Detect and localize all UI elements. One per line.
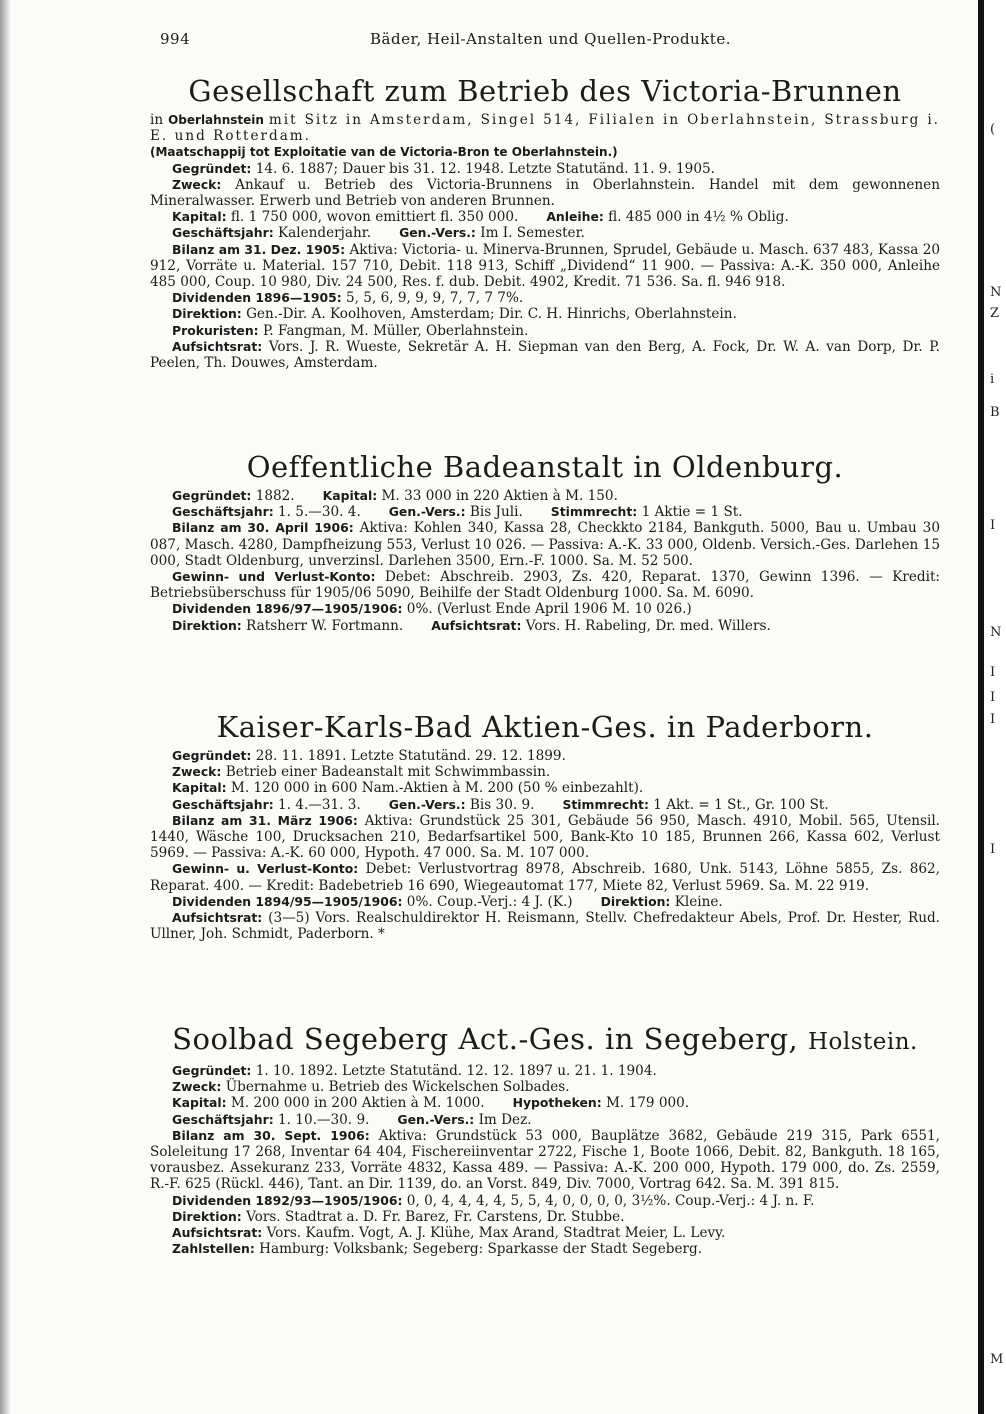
field-value: 1. 5.—30. 4.	[278, 504, 361, 521]
field-value: Hamburg: Volksbank; Segeberg: Sparkasse der Stadt Segeberg.	[259, 1241, 703, 1258]
field-label: Gen.-Vers.:	[399, 225, 476, 241]
strip-char: I	[990, 690, 996, 705]
field-label: Gen.-Vers.:	[388, 504, 466, 520]
field-value: 5, 5, 6, 9, 9, 9, 7, 7, 7 7%.	[346, 290, 524, 307]
field-label: Zahlstellen:	[172, 1241, 255, 1257]
field-value: (3—5) Vors. Realschuldirektor H. Reismann, Stellv. Chefredakteur Abels, Prof. Dr. Hester, Rud. Ullner, Joh. Schmidt, Paderborn. *	[150, 910, 940, 943]
field-label: Gegründet:	[172, 160, 252, 176]
field-label: Bilanz am 30. Sept. 1906:	[172, 1127, 370, 1143]
field	[150, 1241, 940, 1257]
strip-char: I	[990, 712, 996, 727]
field	[150, 1063, 940, 1079]
field-value: Aktiva: Victoria- u. Minerva-Brunnen, Sprudel, Gebäude u. Masch. 637 483, Kassa 20 912, Vorräte u. Material. 157 710, Debit. 118 913, Schiff „Dividend“ 11 900. — Passiva: A.-K. 350 000, Anleihe 485 000, Coup. 10 980, Div. 24 500, Res. f. dub. Debit. 4902, Kredit. 71 536. Sa. fl. 946 918.	[150, 241, 940, 291]
field	[150, 242, 940, 291]
strip-char: (	[990, 122, 996, 137]
entry-title-main: Soolbad Segeberg Act.-Ges. in Segeberg,	[172, 1022, 799, 1056]
strip-char: N	[990, 625, 1002, 640]
field-value: 1. 10.—30. 9.	[278, 1111, 370, 1128]
field-label: Dividenden 1894/95—1905/1906:	[172, 893, 403, 909]
field-value: Aktiva: Grundstück 25 301, Gebäude 56 950, Masch. 4910, Mobil. 565, Utensil. 1440, Wäsche 100, Drucksachen 210, Bedarfsartikel 500, Bank-Kto 10 185, Brunnen 266, Kassa 602, Verlust 5969. — Passiva: A.-K. 60 000, Hypoth. 47 000. Sa. M. 107 000.	[150, 812, 941, 862]
entry-badeanstalt-oldenburg	[150, 450, 940, 634]
field-label: Anleihe:	[546, 209, 604, 225]
field-label: Geschäftsjahr:	[172, 1111, 274, 1127]
field	[150, 1112, 940, 1128]
field-value: Bis Juli.	[469, 504, 523, 521]
field-value: 1882.	[255, 488, 295, 504]
field-label: Direktion:	[600, 893, 671, 909]
field-value: Debet: Abschreib. 2903, Zs. 420, Reparat. 1370, Gewinn 1396. — Kredit: Betriebsüberschuss für 1905/06 5090, Beihilfe der Stadt Oldenburg 1000. Sa. M. 6090.	[150, 569, 940, 602]
field-label: Dividenden 1896—1905:	[172, 290, 342, 306]
entry-seat-line	[150, 112, 940, 144]
entry-title	[150, 1022, 940, 1059]
field-label: Gewinn- u. Verlust-Konto:	[172, 861, 359, 877]
seat-place: Oberlahnstein	[168, 113, 264, 127]
field-value: 1 Aktie = 1 St.	[641, 504, 743, 521]
field	[150, 797, 940, 813]
entry-victoria-brunnen	[150, 74, 940, 371]
field	[150, 488, 940, 504]
field-label: Prokuristen:	[172, 322, 259, 338]
field-label: Geschäftsjahr:	[172, 796, 274, 812]
field-value: Vors. H. Rabeling, Dr. med. Willers.	[525, 617, 771, 634]
field-label: Kapital:	[172, 209, 227, 225]
field-value: fl. 1 750 000, wovon emittiert fl. 350 000.	[230, 209, 519, 226]
entry-title-region: Holstein.	[807, 1029, 918, 1055]
field-value: Vors. J. R. Wueste, Sekretär A. H. Siepman van den Berg, A. Fock, Dr. W. A. van Dorp, Dr. P. Peelen, Th. Douwes, Amsterdam.	[150, 338, 940, 372]
field	[150, 861, 940, 893]
strip-char: I	[990, 842, 996, 857]
field-label: Hypotheken:	[512, 1095, 602, 1111]
dutch-name	[150, 144, 940, 160]
entry-soolbad-segeberg	[150, 1022, 940, 1257]
field-value: Ankauf u. Betrieb des Victoria-Brunnens in Oberlahnstein. Handel mit dem gewonnenen Mineralwasser. Erwerb und Betrieb von anderen Brunnen.	[150, 176, 940, 210]
field	[150, 225, 940, 241]
field-label: Gegründet:	[172, 748, 252, 763]
field	[150, 177, 940, 209]
field-value: 1. 10. 1892. Letzte Statutänd. 12. 12. 1897 u. 21. 1. 1904.	[255, 1063, 657, 1079]
strip-char: N	[990, 285, 1002, 300]
field-label: Direktion:	[172, 306, 242, 322]
field	[150, 1095, 940, 1111]
field-label: Gen.-Vers.:	[397, 1111, 475, 1127]
field-label: Aufsichtsrat:	[172, 338, 263, 354]
field-value: M. 120 000 in 600 Nam.-Aktien à M. 200 (50 % einbezahlt).	[230, 780, 644, 797]
field-value: Gen.-Dir. A. Koolhoven, Amsterdam; Dir. C. H. Hinrichs, Oberlahnstein.	[246, 306, 737, 323]
field	[150, 618, 940, 634]
field	[150, 520, 940, 569]
field	[150, 209, 940, 225]
strip-char: I	[990, 518, 996, 533]
field-value: P. Fangman, M. Müller, Oberlahnstein.	[262, 322, 529, 339]
page-binding-shadow	[0, 0, 10, 1414]
field	[150, 569, 940, 601]
strip-char: M	[990, 1352, 1004, 1367]
field	[150, 161, 940, 177]
seat-details: mit Sitz in Amsterdam, Singel 514, Filialen in Oberlahnstein, Strassburg i. E. und Rotterdam.	[150, 112, 940, 145]
field-value: 14. 6. 1887; Dauer bis 31. 12. 1948. Letzte Statutänd. 11. 9. 1905.	[255, 160, 715, 177]
field-value: fl. 485 000 in 4½ % Oblig.	[608, 209, 789, 226]
field	[150, 1079, 940, 1095]
field-label: Kapital:	[172, 780, 227, 796]
field-value: Im I. Semester.	[480, 225, 585, 242]
field	[150, 306, 940, 322]
field-value: Übernahme u. Betrieb des Wickelschen Solbades.	[225, 1079, 570, 1096]
entry-title: Oeffentliche Badeanstalt in Oldenburg.	[246, 450, 844, 484]
field-label: Kapital:	[172, 1095, 227, 1111]
field-label: Dividenden 1896/97—1905/1906:	[172, 601, 403, 617]
field-label: Zweck:	[172, 764, 222, 780]
field	[150, 780, 940, 796]
field-label: Zweck:	[172, 176, 222, 192]
field-value: Aktiva: Kohlen 340, Kassa 28, Checkkto 2184, Bankguth. 5000, Bau u. Umbau 30 087, Masch. 4280, Dampfheizung 553, Verlust 10 026. — Passiva: A.-K. 33 000, Oldenb. Versich.-Ges. Darlehen 15 000, Stadt Oldenburg, unverzinsl. Darlehen 3500, Ern.-F. 1000. Sa. M. 52 500.	[150, 520, 940, 569]
field	[150, 894, 940, 910]
field-label: Geschäftsjahr:	[172, 225, 274, 241]
entry-title: Gesellschaft zum Betrieb des Victoria-Brunnen	[188, 74, 902, 108]
field-label: Bilanz am 30. April 1906:	[172, 520, 354, 536]
field-label: Geschäftsjahr:	[172, 504, 274, 520]
field-label: Gegründet:	[172, 1063, 252, 1078]
field-value: Kleine.	[674, 893, 723, 910]
field	[150, 910, 940, 942]
field-label: Aufsichtsrat:	[431, 617, 522, 633]
field	[150, 748, 940, 764]
field	[150, 1209, 940, 1225]
field-value: 0%. Coup.-Verj.: 4 J. (K.)	[406, 893, 573, 910]
field-value: Aktiva: Grundstück 53 000, Bauplätze 3682, Gebäude 219 315, Park 6551, Soleleitung 17 268, Inventar 64 404, Fischereiinventar 2722, Fische 1, Boote 1066, Debit. 82, Bankguth. 18 165, vorausbez. Assekuranz 233, Vorräte 4832, Kassa 489. — Passiva: A.-K. 200 000, Hypoth. 179 000, do. Zs. 2559, R.-F. 625 (Rückl. 446), Tant. an Dir. 1139, do. an Vorst. 849, Div. 7000, Vortrag 642. Sa. M. 391 815.	[150, 1127, 940, 1193]
field	[150, 290, 940, 306]
field-value: Vors. Kaufm. Vogt, A. J. Klühe, Max Arand, Stadtrat Meier, L. Levy.	[266, 1225, 726, 1242]
field-value: Vors. Stadtrat a. D. Fr. Barez, Fr. Carstens, Dr. Stubbe.	[246, 1208, 625, 1225]
field-value: M. 200 000 in 200 Aktien à M. 1000.	[230, 1095, 485, 1112]
field-label: Zweck:	[172, 1079, 222, 1095]
field-value: Bis 30. 9.	[469, 796, 535, 813]
field-label: Gewinn- und Verlust-Konto:	[172, 569, 376, 585]
strip-char: i	[990, 372, 995, 387]
field-label: Gegründet:	[172, 488, 252, 503]
field-label: Direktion:	[172, 617, 242, 633]
field-value: Im Dez.	[478, 1111, 532, 1128]
field-value: 28. 11. 1891. Letzte Statutänd. 29. 12. 1899.	[255, 748, 566, 764]
field	[150, 813, 940, 862]
field	[150, 1193, 940, 1209]
field-label: Bilanz am 31. Dez. 1905:	[172, 241, 346, 257]
strip-char: B	[990, 405, 1000, 420]
field-value: Kalenderjahr.	[278, 225, 372, 242]
field-value: M. 179 000.	[606, 1095, 690, 1112]
strip-char: I	[990, 665, 996, 680]
field-label: Stimmrecht:	[550, 504, 638, 520]
field-label: Kapital:	[322, 488, 378, 503]
field-value: 1 Akt. = 1 St., Gr. 100 St.	[653, 796, 829, 813]
field	[150, 323, 940, 339]
strip-char: Z	[990, 306, 1000, 321]
entry-kaiser-karls-bad	[150, 710, 940, 942]
field	[150, 1225, 940, 1241]
running-head-title: Bäder, Heil-Anstalten und Quellen-Produkte.	[370, 30, 731, 48]
entry-title: Kaiser-Karls-Bad Aktien-Ges. in Paderborn.	[216, 710, 874, 744]
field	[150, 504, 940, 520]
field-label: Aufsichtsrat:	[172, 910, 263, 926]
field-value: Ratsherr W. Fortmann.	[246, 617, 404, 634]
field-label: Gen.-Vers.:	[388, 796, 466, 812]
field-value: Debet: Verlustvortrag 8978, Abschreib. 1680, Unk. 5143, Löhne 5855, Zs. 862, Reparat. 400. — Kredit: Badebetrieb 16 690, Wiegeautomat 177, Miete 82, Verlust 5969. Sa. M. 22 919.	[150, 861, 940, 894]
field	[150, 339, 940, 371]
field	[150, 601, 940, 617]
field-label: Bilanz am 31. März 1906:	[172, 812, 358, 828]
field-label: Direktion:	[172, 1208, 242, 1224]
field-value: 1. 4.—31. 3.	[278, 796, 361, 813]
field-value: 0, 0, 4, 4, 4, 4, 5, 5, 4, 0, 0, 0, 0, 3½%. Coup.-Verj.: 4 J. n. F.	[406, 1192, 815, 1209]
field-label: Stimmrecht:	[562, 796, 649, 812]
page-number: 994	[160, 30, 191, 48]
field-label: Aufsichtsrat:	[172, 1225, 263, 1241]
adjacent-page-strip	[978, 0, 1006, 1414]
field	[150, 1128, 940, 1193]
field-label: Dividenden 1892/93—1905/1906:	[172, 1192, 403, 1208]
field-value: Betrieb einer Badeanstalt mit Schwimmbassin.	[225, 764, 551, 781]
field-value: M. 33 000 in 220 Aktien à M. 150.	[381, 488, 618, 504]
field-value: 0%. (Verlust Ende April 1906 M. 10 026.)	[406, 601, 692, 618]
dutch-name-text: (Maatschappij tot Exploitatie van de Victoria-Bron te Oberlahnstein.)	[150, 145, 618, 160]
seat-prefix: in	[150, 112, 164, 128]
field	[150, 764, 940, 780]
